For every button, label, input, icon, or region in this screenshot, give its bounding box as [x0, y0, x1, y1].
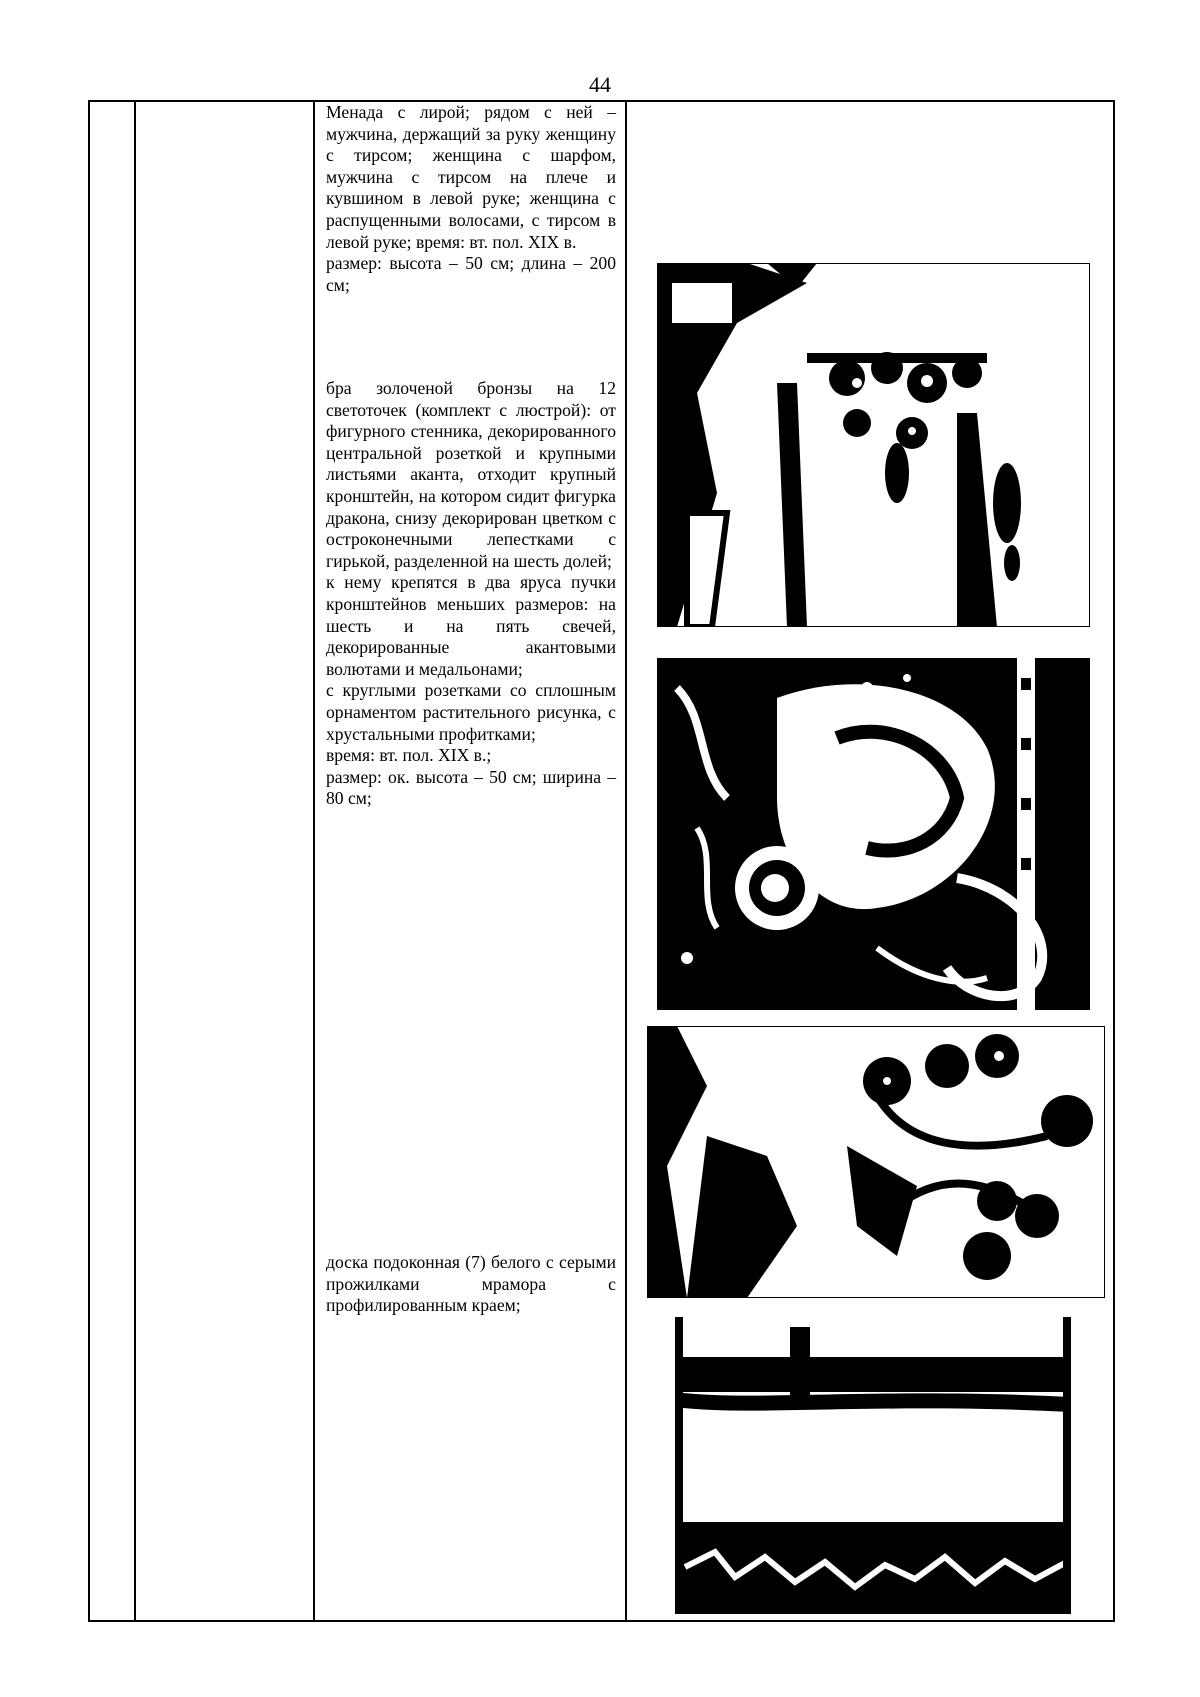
entry-paragraph: Менада с лирой; рядом с ней – мужчина, держащий за руку женщину с тирсом; женщина с шарфом, мужчина с тирсом на плече и кувшином в левой руке; женщина с распущенными волосами, с тирсом в левой руке; время: вт. пол. XIX в. — [326, 102, 616, 252]
page-number: 44 — [589, 72, 611, 97]
photo-sconce-candle-arms-image — [647, 1026, 1105, 1298]
entry-paragraph: к нему крепятся в два яруса пучки кронштейнов меньших размеров: на шесть и на пять свечей, декорированные акантовыми волютами и медальонами; — [326, 572, 616, 679]
photo-window-sill-image — [675, 1317, 1071, 1614]
inventory-table — [88, 100, 1115, 1622]
column-divider-2 — [313, 102, 315, 1620]
entry-paragraph: доска подоконная (7) белого с серыми прожилками мрамора с профилированным краем; — [326, 1252, 616, 1316]
entry-relief-description — [326, 102, 616, 296]
entry-sconce-description — [326, 378, 616, 810]
entry-paragraph: размер: ок. высота – 50 см; ширина – 80 см; — [326, 766, 616, 809]
entry-paragraph: бра золоченой бронзы на 12 светоточек (комплект с люстрой): от фигурного стенника, декорированного центральной розеткой и крупными листьями аканта, отходит крупный кронштейн, на котором сидит фигурка дракона, снизу декорирован цветком с остроконечными лепестками с гирькой, разделенной на шесть долей; — [326, 378, 616, 571]
entry-paragraph: время: вт. пол. XIX в.; — [326, 745, 492, 766]
entry-paragraph: с круглыми розетками со сплошным орнаментом растительного рисунка, с хрустальными профитками; — [326, 680, 616, 744]
photo-sconce-on-wall-image — [657, 263, 1090, 627]
photo-sconce-detail-image — [657, 658, 1090, 1010]
photo-sconce-candle-arms — [647, 1026, 1105, 1298]
photo-sconce-on-wall — [657, 263, 1090, 627]
photo-sconce-detail — [657, 658, 1090, 1010]
entry-paragraph: размер: высота – 50 см; длина – 200 см; — [326, 253, 616, 295]
entry-windowsill-description — [326, 1252, 616, 1317]
column-divider-3 — [625, 102, 627, 1620]
column-divider-1 — [134, 102, 136, 1620]
photo-window-sill — [675, 1317, 1071, 1614]
